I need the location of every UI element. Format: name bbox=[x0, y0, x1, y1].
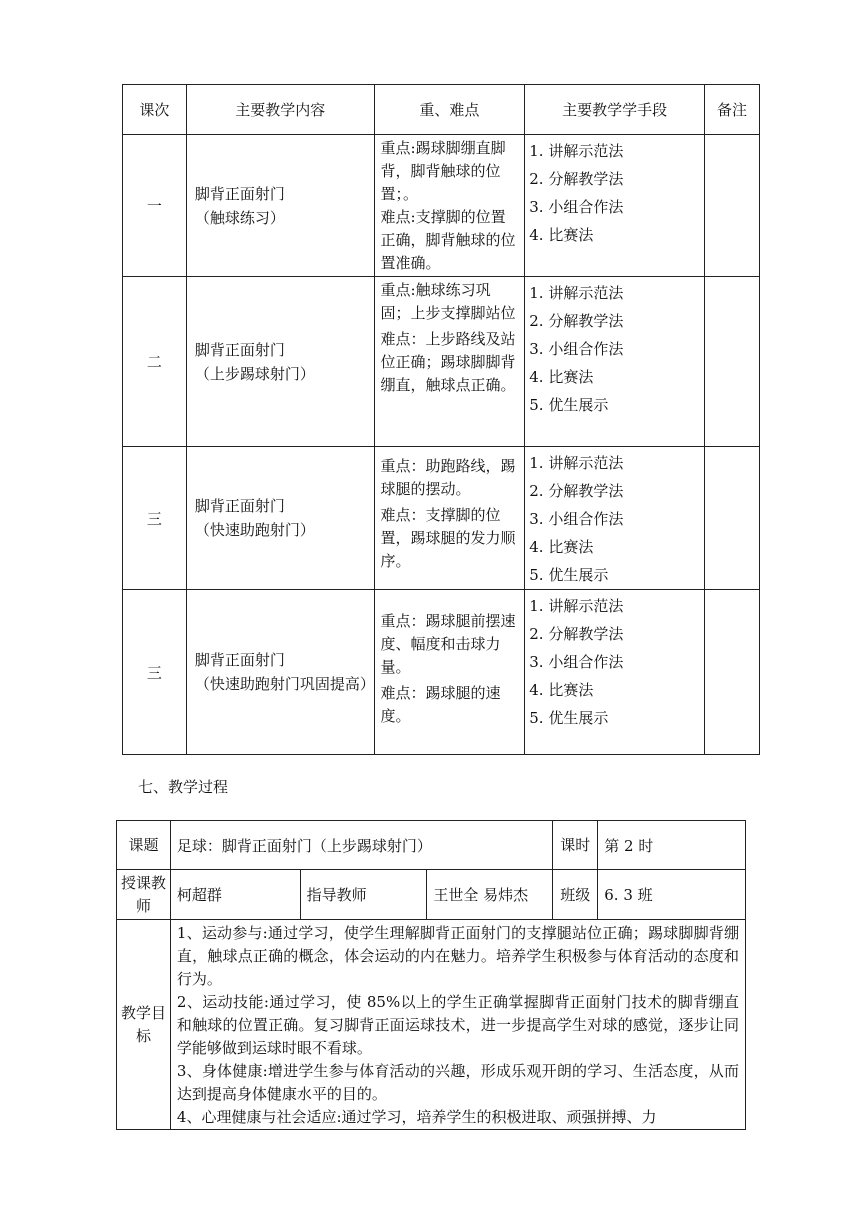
list-item: 3. 小组合作法 bbox=[529, 510, 624, 528]
lesson-no: 三 bbox=[123, 447, 187, 590]
list-item: 5. 优生展示 bbox=[529, 709, 609, 727]
topic-value: 足球：脚背正面射门（上步踢球射门） bbox=[170, 821, 552, 870]
lesson-content bbox=[186, 590, 374, 755]
content-title: 脚背正面射门 bbox=[194, 497, 285, 515]
key-point-text: 重点：助跑路线，踢球腿的摆动。 bbox=[380, 457, 516, 498]
lesson-content bbox=[186, 277, 374, 447]
content-subtitle: （上步踢球射门） bbox=[194, 364, 315, 383]
goal-item: 3、身体健康:增进学生参与体育活动的兴趣，形成乐观开朗的学习、生活态度，从而达到提高身体健康水平的目的。 bbox=[176, 1062, 739, 1103]
list-item: 4. 比赛法 bbox=[529, 226, 594, 244]
key-point-text: 重点:触球练习巩固；上步支撑脚站位 bbox=[380, 281, 516, 322]
table-row bbox=[123, 277, 760, 447]
list-item: 4. 比赛法 bbox=[529, 368, 594, 386]
lesson-no: 二 bbox=[123, 277, 187, 447]
guide-label: 指导教师 bbox=[300, 870, 427, 920]
period-value: 第 2 时 bbox=[598, 821, 746, 870]
section-heading: 七、教学过程 bbox=[138, 778, 229, 796]
topic-label: 课题 bbox=[117, 821, 171, 870]
remarks-cell bbox=[705, 447, 760, 590]
class-label: 班级 bbox=[553, 870, 598, 920]
list-item: 1. 讲解示范法 bbox=[529, 284, 624, 302]
lesson-no: 一 bbox=[123, 135, 187, 277]
content-title: 脚背正面射门 bbox=[194, 340, 285, 359]
period-label: 课时 bbox=[553, 821, 598, 870]
methods-list bbox=[525, 590, 705, 755]
list-item: 1. 讲解示范法 bbox=[529, 454, 624, 472]
content-subtitle: （快速助跑射门） bbox=[194, 521, 315, 539]
key-points bbox=[374, 277, 525, 447]
key-points bbox=[374, 447, 525, 590]
list-item: 2. 分解教学法 bbox=[529, 482, 624, 500]
table-row bbox=[123, 447, 760, 590]
table-row bbox=[123, 135, 760, 277]
difficulty-text: 难点：踢球腿的速度。 bbox=[380, 684, 501, 725]
header-teaching-methods: 主要教学学手段 bbox=[525, 85, 705, 135]
header-remarks: 备注 bbox=[705, 85, 760, 135]
lesson-plan-table bbox=[122, 84, 760, 755]
list-item: 2. 分解教学法 bbox=[529, 170, 624, 188]
goal-item: 2、运动技能:通过学习，使 85%以上的学生正确掌握脚背正面射门技术的脚背绷直和触球的位置正确。复习脚背正面运球技术，进一步提高学生对球的感觉，逐步让同学能够做到运球时眼不看球。 bbox=[176, 993, 739, 1057]
lesson-content bbox=[186, 135, 374, 277]
list-item: 2. 分解教学法 bbox=[529, 625, 624, 643]
goal-item: 1、运动参与:通过学习，使学生理解脚背正面射门的支撑腿站位正确；踢球脚脚背绷直，触球点正确的概念，体会运动的内在魅力。培养学生积极参与体育活动的态度和行为。 bbox=[176, 924, 739, 988]
key-point-text: 重点：踢球腿前摆速度、幅度和击球力量。 bbox=[380, 612, 516, 676]
goals-label: 教学目标 bbox=[117, 920, 171, 1130]
key-points bbox=[374, 135, 525, 277]
class-value: 6. 3 班 bbox=[598, 870, 746, 920]
methods-list bbox=[525, 277, 705, 447]
remarks-cell bbox=[705, 135, 760, 277]
table-row bbox=[117, 821, 746, 870]
table-row bbox=[117, 920, 746, 1130]
header-row bbox=[123, 85, 760, 135]
list-item: 2. 分解教学法 bbox=[529, 312, 624, 330]
list-item: 1. 讲解示范法 bbox=[529, 142, 624, 160]
difficulty-text: 难点：上步路线及站位正确；踢球脚脚背绷直，触球点正确。 bbox=[380, 330, 516, 394]
teacher-label: 授课教师 bbox=[117, 870, 171, 920]
list-item: 3. 小组合作法 bbox=[529, 340, 624, 358]
teacher-value: 柯超群 bbox=[170, 870, 300, 920]
content-title: 脚背正面射门 bbox=[194, 184, 285, 203]
list-item: 4. 比赛法 bbox=[529, 681, 594, 699]
goal-item: 4、心理健康与社会适应:通过学习，培养学生的积极进取、顽强拼搏、力 bbox=[176, 1108, 657, 1126]
teaching-process-table bbox=[116, 820, 746, 1130]
list-item: 4. 比赛法 bbox=[529, 538, 594, 556]
header-key-points: 重、难点 bbox=[374, 85, 525, 135]
list-item: 1. 讲解示范法 bbox=[529, 597, 624, 615]
list-item: 5. 优生展示 bbox=[529, 566, 609, 584]
guide-value: 王世全 易炜杰 bbox=[427, 870, 553, 920]
header-lesson-no: 课次 bbox=[123, 85, 187, 135]
key-point-text: 重点:踢球脚绷直脚背，脚背触球的位置；。 bbox=[380, 139, 506, 203]
goals-content bbox=[170, 920, 745, 1130]
difficulty-text: 难点:支撑脚的位置正确，脚背触球的位置准确。 bbox=[380, 208, 516, 272]
methods-list bbox=[525, 135, 705, 277]
content-subtitle: （快速助跑射门巩固提高） bbox=[194, 675, 375, 693]
table-row bbox=[117, 870, 746, 920]
methods-list bbox=[525, 447, 705, 590]
list-item: 5. 优生展示 bbox=[529, 396, 609, 414]
key-points bbox=[374, 590, 525, 755]
list-item: 3. 小组合作法 bbox=[529, 198, 624, 216]
table-row bbox=[123, 590, 760, 755]
lesson-no: 三 bbox=[123, 590, 187, 755]
difficulty-text: 难点：支撑脚的位置，踢球腿的发力顺序。 bbox=[380, 506, 516, 570]
list-item: 3. 小组合作法 bbox=[529, 653, 624, 671]
header-main-content: 主要教学内容 bbox=[186, 85, 374, 135]
remarks-cell bbox=[705, 590, 760, 755]
remarks-cell bbox=[705, 277, 760, 447]
content-title: 脚背正面射门 bbox=[194, 651, 285, 669]
content-subtitle: （触球练习） bbox=[194, 208, 285, 227]
lesson-content bbox=[186, 447, 374, 590]
